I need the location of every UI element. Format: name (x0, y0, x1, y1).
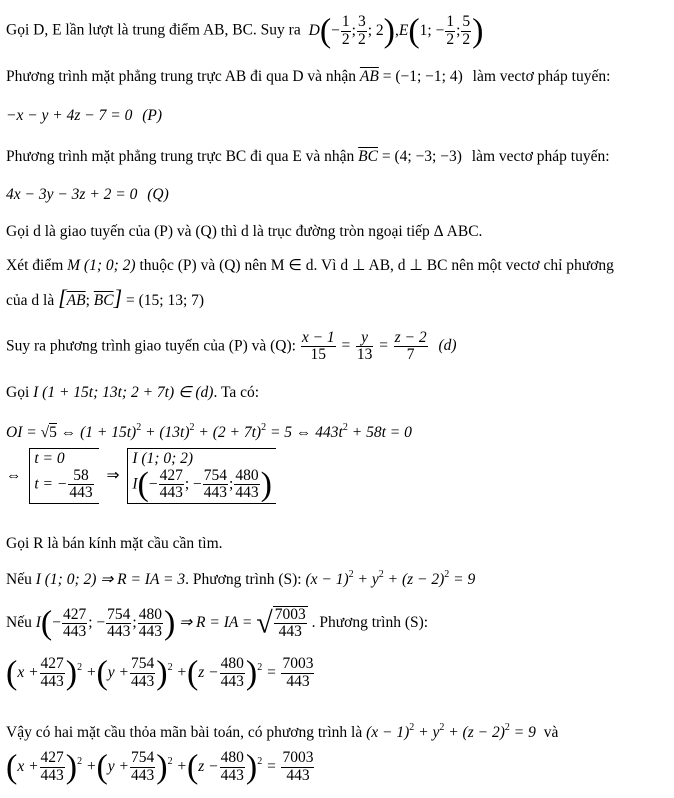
text: Xét điểm (6, 257, 64, 274)
text: Gọi d là giao tuyến của (P) và (Q) thì d là trục đường tròn ngoại tiếp Δ ABC. (6, 223, 483, 240)
equation: 4x − 3y − 3z + 2 = 0 (6, 186, 138, 203)
line-midpoints: Gọi D, E lần lượt là trung điểm AB, BC. Suy ra D(− $\frac{1}{2}$ ; $\frac{3}{2}$ ; 2),E(1; − $\frac{1}{2}$ ; $\frac{5}{2}$ ) (6, 12, 484, 49)
line-plane-p (6, 108, 162, 124)
text: Gọi D, E lần lượt là trung điểm AB, BC. Suy ra (6, 21, 301, 39)
coords: = (−1; −1; 4) (382, 68, 463, 85)
text: làm vectơ pháp tuyến: (472, 68, 611, 85)
text: . Phương trình (S): (185, 571, 302, 588)
line-case-1: Nếu I (1; 0; 2) ⇒ R = IA = 3. Phương trình (S): $(x - 1)^2 + y^2 + (z - 2)^2 = 9$ (6, 569, 476, 588)
line-solutions: ⇔ t = 0 t = − $\frac{58}{443}$ ⇒ I (1; 0; 2) I(− $\frac{427}{443}$ ; − $\frac{754}{443}$ ; $\frac{480}{443}$ ) (6, 448, 280, 504)
point-m: M (1; 0; 2) (67, 257, 136, 274)
line-oi-equation: OI = √5 ⇔ $(1 + 15t)^2 + (13t)^2 + (2 + 7t)^2 = 5$ ⇔ $443t^2 + 58t = 0$ (6, 422, 412, 441)
line-param-eq: Suy ra phương trình giao tuyến của (P) và (Q): $\frac{x - 1}{15}$ = $\frac{y}{13}$ = $\frac{z - 2}{7}$ (d) (6, 329, 457, 364)
vector-ab: $\overline{AB}$ (359, 68, 379, 85)
text: Gọi (6, 384, 30, 401)
vector-ab: $\overline{AB}$ (66, 292, 86, 309)
text: Vậy có hai mặt cầu thỏa mãn bài toán, có phương trình là (6, 724, 363, 741)
line-conclusion: Vậy có hai mặt cầu thỏa mãn bài toán, có phương trình là $(x - 1)^2 + y^2 + (z - 2)^2 = 9$ và (6, 722, 559, 741)
text: của d là (6, 292, 55, 309)
text: thuộc (P) và (Q) nên M ∈ d. Vì d ⊥ AB, d ⊥ BC nên một vectơ chỉ phương (139, 257, 614, 274)
text: Phương trình mặt phẳng trung trực BC đi qua E và nhận (6, 148, 355, 165)
text: Gọi R là bán kính mặt cầu cần tìm. (6, 535, 223, 552)
coords: = (4; −3; −3) (381, 148, 462, 165)
text: và (543, 724, 559, 741)
equation: −x − y + 4z − 7 = 0 (6, 107, 133, 124)
text: . Ta có: (213, 384, 260, 401)
line-plane-q (6, 187, 169, 203)
label: (Q) (147, 186, 169, 203)
label: (d) (438, 337, 457, 355)
point-i: I (1 + 15t; 13t; 2 + 7t) ∈ (d) (33, 384, 214, 401)
line-intersection (6, 224, 482, 240)
text: Nếu (6, 613, 32, 631)
text: làm vectơ pháp tuyến: (471, 148, 610, 165)
vector-bc: $\overline{BC}$ (358, 148, 378, 165)
line-case-2: Nếu I(− $\frac{427}{443}$ ; − $\frac{754}{443}$ ; $\frac{480}{443}$ ) ⇒ R = IA = √ $\frac{7003}{443}$ . Phương trình (S): (6, 604, 429, 642)
text: Phương trình mặt phẳng trung trực AB đi qua D và nhận (6, 68, 357, 85)
vector-bc: $\overline{BC}$ (93, 292, 114, 309)
line-normal-ab (6, 69, 610, 85)
result: = (15; 13; 7) (126, 292, 205, 309)
line-direction: của d là [$\overline{AB}$; $\overline{BC}] = (15$; 13; 7) (6, 285, 205, 310)
line-normal-bc (6, 149, 610, 165)
line-sphere-2: (x + $\frac{427}{443}$ )$^2$ +(y + $\frac{754}{443}$ )$^2$ +(z − $\frac{480}{443}$ )$^2$ = $\frac{7003}{443}$ (6, 654, 314, 691)
text: Suy ra phương trình giao tuyến của (P) và (Q): (6, 337, 296, 355)
text: Nếu (6, 571, 32, 588)
label: (P) (142, 107, 163, 124)
line-point-i (6, 385, 259, 401)
line-sphere-2-final: (x + $\frac{427}{443}$ )$^2$ +(y + $\frac{754}{443}$ )$^2$ +(z − $\frac{480}{443}$ )$^2$ = $\frac{7003}{443}$ (6, 748, 314, 785)
line-point-m (6, 258, 614, 274)
text: . Phương trình (S): (311, 613, 429, 631)
line-radius (6, 536, 223, 552)
